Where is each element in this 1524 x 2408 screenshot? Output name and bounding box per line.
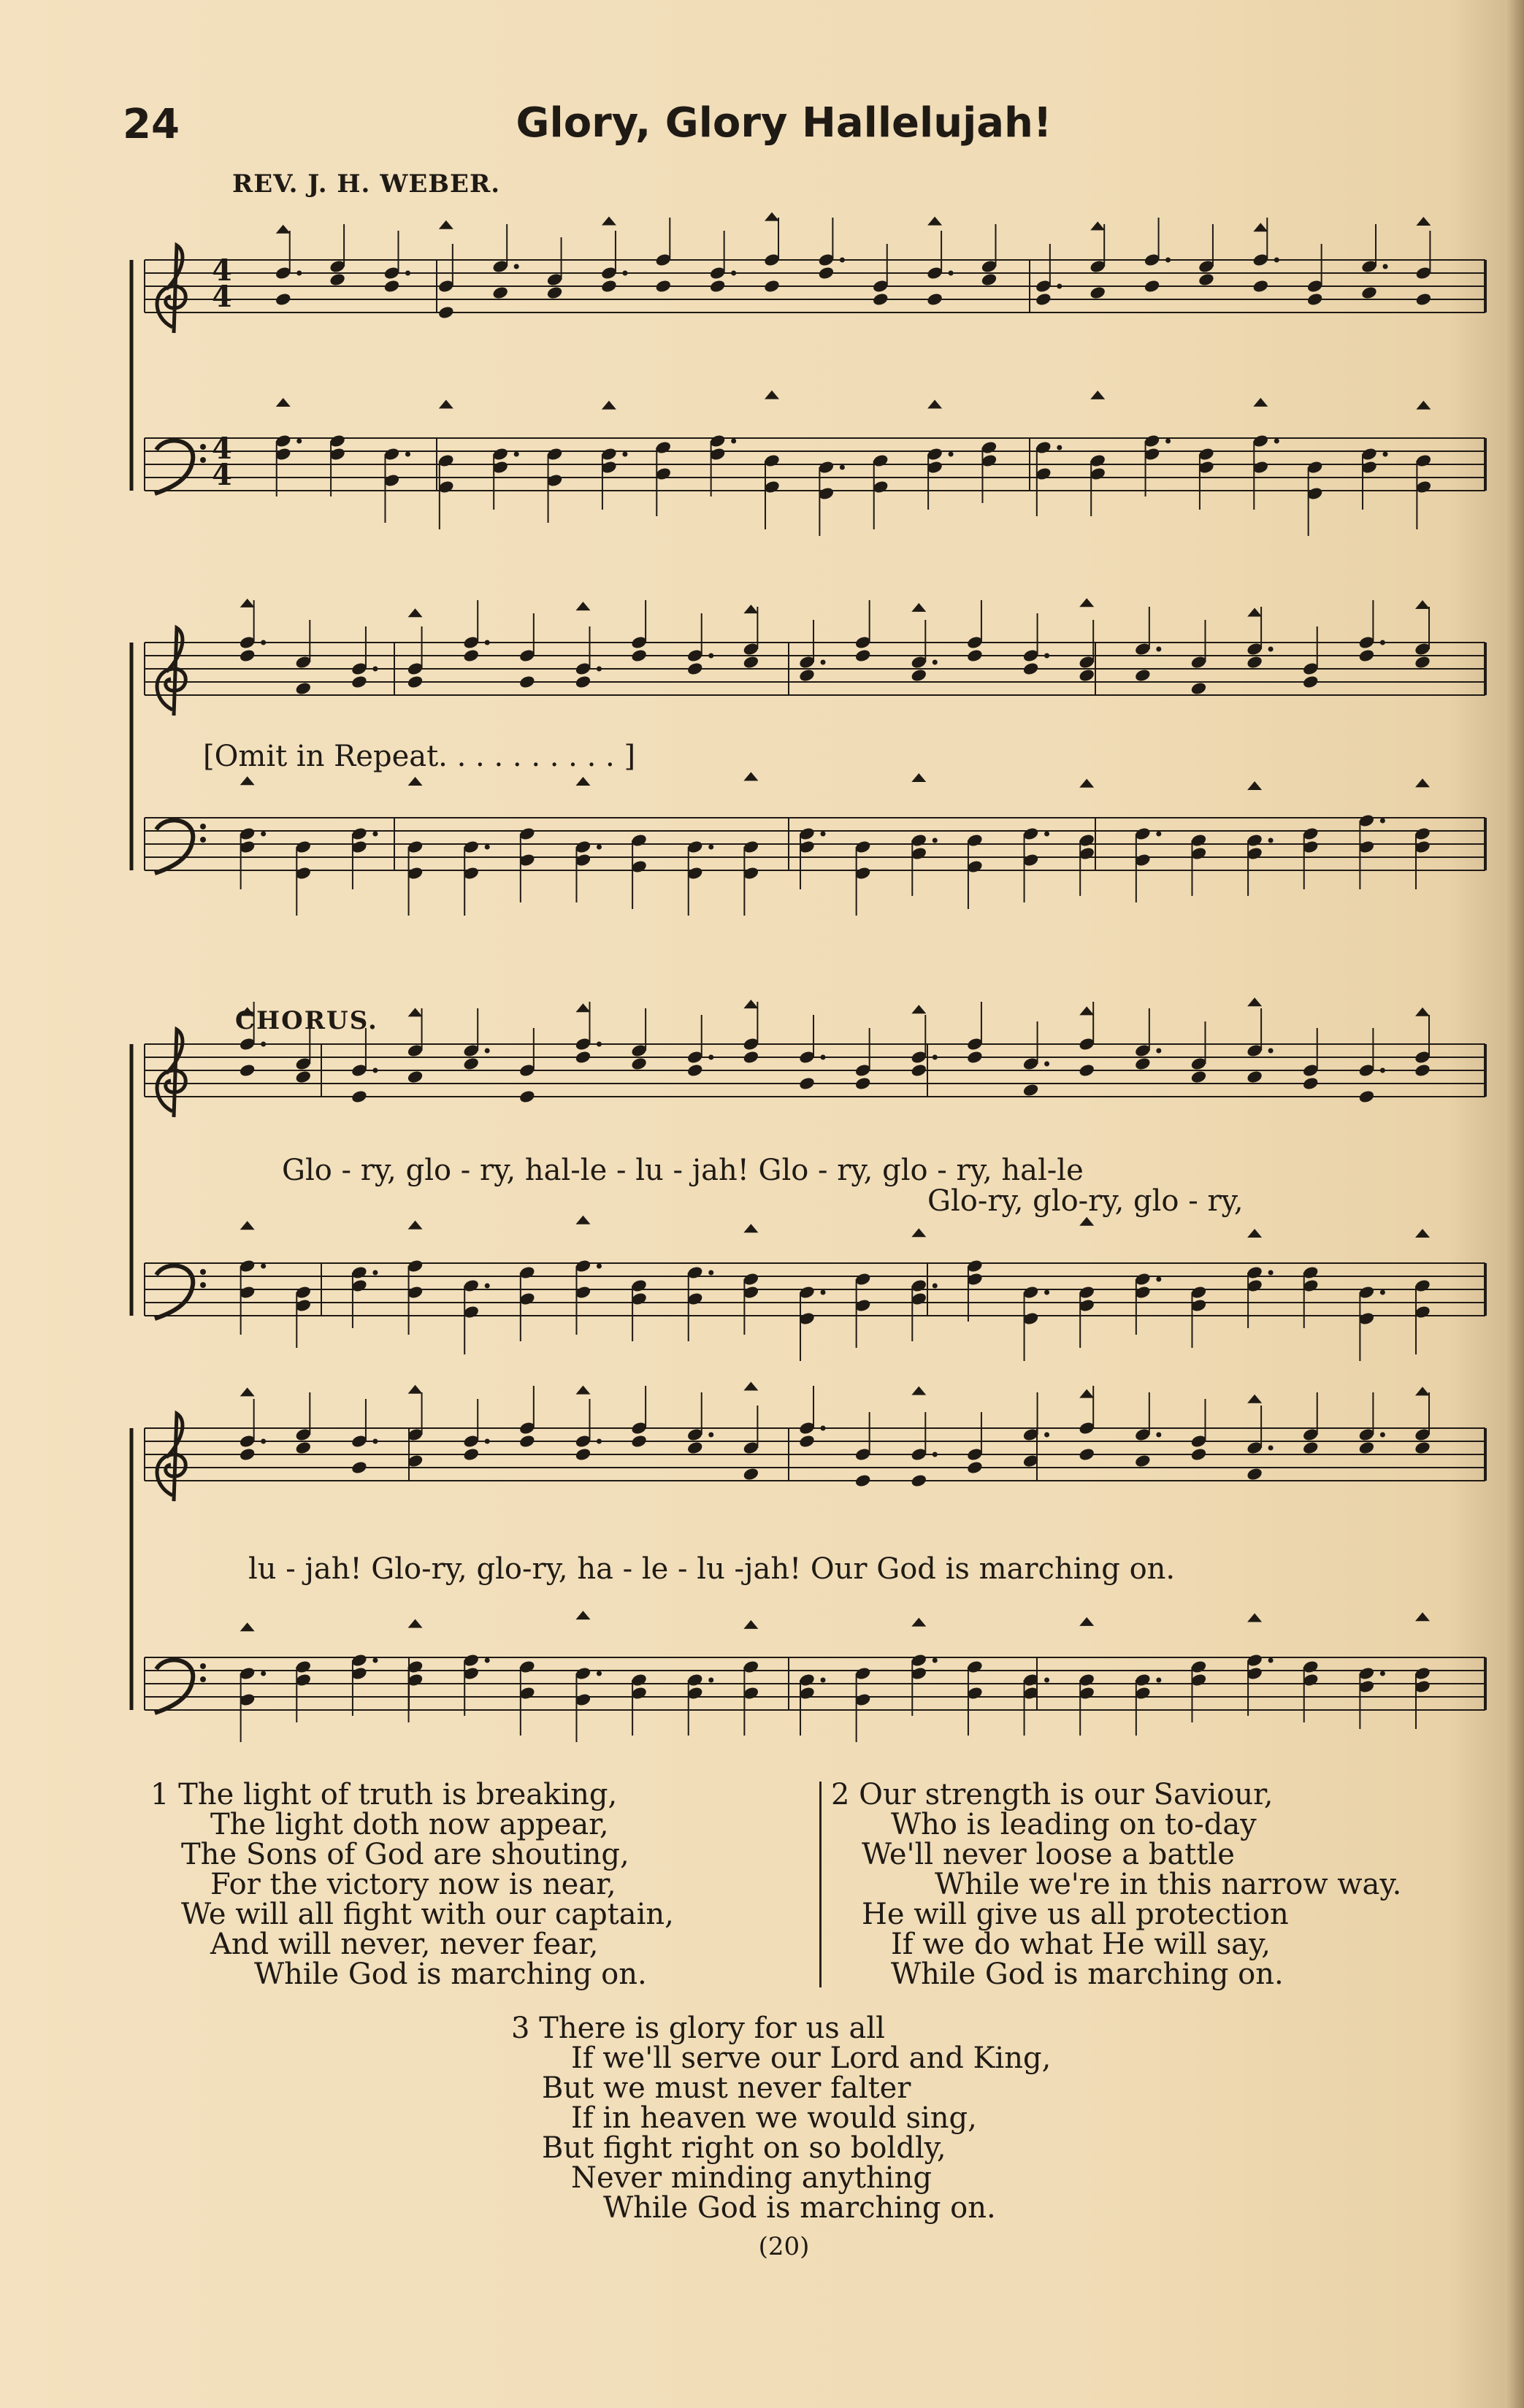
note-head [1360, 285, 1378, 300]
shape-note-head [927, 400, 942, 409]
verse-line: We'll never loose a battle [862, 1838, 1235, 1871]
shape-note-head [1090, 391, 1105, 399]
bass-clef-icon [155, 820, 193, 873]
verse-line: 3 There is glory for us all [511, 2012, 885, 2045]
note-head [1078, 668, 1095, 683]
note-head [239, 1063, 256, 1078]
note-head [1246, 655, 1263, 670]
note-dot [261, 1671, 266, 1676]
note-dot [1274, 439, 1279, 444]
note-head [1190, 1447, 1208, 1462]
verse-number: 2 [831, 1778, 850, 1811]
chorus-lyrics-line-1: Glo - ry, glo - ry, hal-le - lu - jah! Glo - ry, glo - ry, hal-le [282, 1154, 1084, 1187]
note-head [630, 1434, 648, 1449]
note-head [239, 648, 256, 663]
note-dot [1383, 452, 1388, 457]
page-footer-number: (20) [758, 2232, 810, 2261]
note-dot [1380, 1068, 1385, 1073]
note-dot [372, 1439, 378, 1444]
note-dot [1057, 284, 1062, 289]
shape-note-head [1079, 1006, 1094, 1015]
note-head [518, 675, 536, 689]
verse-line: While God is marching on. [603, 2191, 996, 2225]
note-dot [821, 660, 826, 665]
note-dot [1165, 439, 1171, 444]
shape-note-head [1090, 221, 1105, 230]
time-signature-digit: 4 [212, 253, 232, 288]
note-head [437, 305, 455, 320]
shape-note-head [1415, 1612, 1430, 1621]
shape-note-head [765, 391, 779, 399]
note-dot [708, 1055, 713, 1060]
note-dot [933, 660, 938, 665]
bass-clef-dot [200, 1282, 206, 1288]
shape-note-head [575, 1386, 590, 1395]
note-head [1190, 681, 1208, 696]
shape-note-head [1079, 779, 1094, 788]
note-dot [1268, 1048, 1274, 1054]
note-dot [372, 1068, 378, 1073]
note-dot [261, 1439, 266, 1444]
shape-note-head [1253, 398, 1268, 407]
shape-note-head [927, 217, 942, 226]
note-dot [708, 1270, 713, 1276]
verse-line: If in heaven we would sing, [571, 2101, 977, 2135]
verse-line: He will give us all protection [862, 1898, 1289, 1931]
note-head [1302, 1076, 1320, 1091]
shape-note-head [743, 1382, 758, 1391]
note-head [1358, 1089, 1375, 1104]
note-dot [1044, 1290, 1049, 1295]
note-dot [1044, 832, 1049, 837]
note-head [742, 655, 759, 670]
shape-note-head [240, 1387, 255, 1396]
note-head [742, 1050, 759, 1065]
note-head [1246, 1070, 1263, 1084]
note-dot [1044, 1678, 1049, 1683]
note-head [1134, 1454, 1152, 1468]
time-signature-digit: 4 [212, 432, 232, 466]
shape-note-head [276, 398, 291, 407]
verse-line: If we'll serve our Lord and King, [571, 2041, 1052, 2075]
verse-line: We will all fight with our captain, [181, 1898, 674, 1931]
note-head [239, 1447, 256, 1462]
note-head [575, 1447, 592, 1462]
note-head [854, 1076, 872, 1091]
note-dot [1156, 1433, 1161, 1438]
hymn-title: Glory, Glory Hallelujah! [516, 99, 1052, 147]
bass-clef-dot [200, 457, 206, 463]
note-dot [949, 452, 954, 457]
note-head [275, 292, 292, 307]
shape-note-head [911, 603, 926, 612]
note-dot [261, 1042, 266, 1047]
shape-note-head [1079, 598, 1094, 607]
note-head [518, 1089, 536, 1104]
note-head [383, 279, 401, 294]
shape-note-head [575, 602, 590, 610]
note-head [630, 648, 648, 663]
shape-note-head [911, 1005, 926, 1013]
bass-clef-dot [200, 824, 206, 829]
note-head [686, 662, 704, 676]
note-head [407, 1070, 424, 1084]
note-head [1134, 1057, 1152, 1071]
verse-line: The light doth now appear, [210, 1808, 609, 1841]
note-head [1078, 1447, 1095, 1462]
shape-note-head [276, 225, 291, 234]
note-dot [708, 1678, 713, 1683]
note-head [966, 648, 984, 663]
note-head [462, 648, 480, 663]
shape-note-head [743, 605, 758, 613]
shape-note-head [1079, 1617, 1094, 1626]
chorus-lyrics-line-2: lu - jah! Glo-ry, glo-ry, ha - le - lu -jah! Our God is marching on. [248, 1552, 1176, 1586]
verse-line: 1 The light of truth is breaking, [150, 1778, 618, 1811]
note-head [910, 1063, 927, 1078]
shape-note-head [408, 777, 423, 786]
shape-note-head [743, 1620, 758, 1629]
note-head [294, 1441, 312, 1455]
shape-note-head [1247, 781, 1262, 790]
shape-note-head [408, 1008, 423, 1016]
note-dot [1268, 838, 1274, 843]
note-head [798, 1076, 816, 1091]
note-head [817, 266, 835, 280]
note-head [546, 285, 564, 300]
note-dot [840, 258, 845, 263]
note-dot [821, 1055, 826, 1060]
note-dot [597, 1439, 602, 1444]
shape-note-head [439, 400, 453, 409]
shape-note-head [743, 1000, 758, 1008]
note-dot [821, 1426, 826, 1431]
shape-note-head [911, 1228, 926, 1237]
note-dot [1380, 1433, 1385, 1438]
note-dot [1156, 832, 1161, 837]
note-head [575, 1050, 592, 1065]
note-dot [261, 640, 266, 645]
note-head [798, 668, 816, 683]
note-head [1306, 292, 1324, 307]
note-head [798, 1434, 816, 1449]
verse-divider [819, 1782, 822, 1987]
note-dot [296, 271, 302, 276]
note-head [462, 1057, 480, 1071]
note-head [407, 675, 424, 689]
shape-note-head [1415, 1008, 1430, 1016]
page-number: 24 [123, 101, 180, 148]
note-dot [933, 1284, 938, 1289]
shape-note-head [408, 1385, 423, 1394]
shape-note-head [1247, 1614, 1262, 1622]
note-dot [1274, 258, 1279, 263]
omit-in-repeat-note: [Omit in Repeat. . . . . . . . . . ] [203, 740, 636, 773]
shape-note-head [1247, 1395, 1262, 1403]
verse-line: But we must never falter [542, 2071, 911, 2105]
verse-line: For the victory now is near, [210, 1868, 616, 1901]
shape-note-head [408, 608, 423, 617]
note-head [872, 292, 889, 307]
note-head [1198, 272, 1215, 287]
verse-2 [831, 1780, 1401, 1990]
note-head [294, 681, 312, 696]
note-dot [485, 1658, 490, 1663]
note-head [1252, 279, 1269, 294]
treble-clef-icon [157, 628, 185, 716]
shape-note-head [1253, 223, 1268, 231]
shape-note-head [911, 773, 926, 782]
note-dot [1380, 818, 1385, 824]
verse-line: Who is leading on to-day [891, 1808, 1257, 1841]
shape-note-head [1416, 217, 1431, 226]
note-dot [708, 845, 713, 850]
bass-clef-dot [200, 1663, 206, 1669]
shape-note-head [1079, 1217, 1094, 1226]
shape-note-head [408, 1619, 423, 1627]
note-head [910, 668, 927, 683]
note-dot [372, 1658, 378, 1663]
note-dot [372, 832, 378, 837]
note-dot [597, 1264, 602, 1269]
note-dot [372, 1270, 378, 1276]
shape-note-head [240, 1221, 255, 1230]
note-dot [949, 271, 954, 276]
note-dot [840, 465, 845, 470]
note-head [294, 1070, 312, 1084]
note-head [1414, 292, 1432, 307]
note-dot [933, 1452, 938, 1457]
note-head [1022, 662, 1040, 676]
note-head [742, 1467, 759, 1481]
note-dot [597, 1671, 602, 1676]
shape-note-head [1415, 778, 1430, 787]
treble-clef-icon [157, 1029, 185, 1117]
note-head [491, 285, 509, 300]
note-dot [731, 439, 736, 444]
shape-note-head [408, 1221, 423, 1230]
note-head [600, 279, 618, 294]
shape-note-head [765, 212, 779, 221]
note-dot [1268, 1446, 1274, 1451]
note-dot [261, 1264, 266, 1269]
note-head [1414, 1063, 1431, 1078]
shape-note-head [1415, 1229, 1430, 1238]
note-head [1078, 1063, 1095, 1078]
note-dot [731, 271, 736, 276]
note-head [981, 272, 998, 287]
bass-clef-icon [155, 440, 193, 494]
bass-clef-dot [200, 444, 206, 450]
shape-note-head [602, 401, 616, 410]
note-head [910, 1473, 927, 1488]
shape-note-head [1079, 1389, 1094, 1398]
verse-line: While we're in this narrow way. [935, 1868, 1402, 1901]
shape-note-head [240, 599, 255, 607]
note-dot [1057, 445, 1062, 450]
shape-note-head [1247, 997, 1262, 1006]
note-head [518, 1434, 536, 1449]
note-head [462, 1447, 480, 1462]
note-head [686, 1441, 704, 1455]
verse-line: But fight right on so boldly, [542, 2131, 946, 2165]
note-dot [296, 439, 302, 444]
bass-clef-icon [155, 1660, 193, 1713]
verse-1 [150, 1780, 674, 1990]
note-head [575, 675, 592, 689]
note-dot [597, 1042, 602, 1047]
verse-line: While God is marching on. [254, 1958, 647, 1991]
shape-note-head [1247, 1229, 1262, 1238]
shape-note-head [1247, 607, 1262, 616]
verse-line: 2 Our strength is our Saviour, [831, 1778, 1274, 1811]
note-head [854, 648, 872, 663]
bass-clef-dot [200, 837, 206, 843]
note-dot [821, 832, 826, 837]
note-dot [622, 452, 627, 457]
composer-credit: REV. J. H. WEBER. [232, 169, 501, 199]
treble-clef-icon [157, 1414, 185, 1501]
note-dot [485, 640, 490, 645]
note-head [966, 1050, 984, 1065]
bass-clef-dot [200, 1676, 206, 1682]
note-dot [1380, 640, 1385, 645]
note-head [1302, 675, 1320, 689]
note-head [1302, 1441, 1320, 1455]
note-head [1144, 279, 1161, 294]
shape-note-head [439, 221, 453, 229]
verse-line: Never minding anything [571, 2161, 932, 2195]
shape-note-head [575, 1611, 590, 1619]
note-dot [708, 653, 713, 659]
shape-note-head [1416, 401, 1431, 410]
shape-note-head [1415, 1387, 1430, 1395]
note-dot [1044, 1433, 1049, 1438]
verse-number: 1 [150, 1778, 169, 1811]
verse-line: While God is marching on. [891, 1958, 1284, 1991]
note-dot [708, 1433, 713, 1438]
note-head [1414, 1441, 1431, 1455]
note-head [763, 279, 781, 294]
shape-note-head [743, 1224, 758, 1232]
note-dot [1156, 1678, 1161, 1683]
shape-note-head [240, 1622, 255, 1631]
note-dot [485, 1284, 490, 1289]
note-dot [1156, 647, 1161, 652]
note-dot [372, 667, 378, 672]
shape-note-head [575, 1216, 590, 1224]
note-dot [514, 452, 519, 457]
note-head [351, 675, 368, 689]
note-head [630, 1057, 648, 1071]
note-head [329, 272, 346, 287]
note-head [854, 1473, 872, 1488]
verse-line: The Sons of God are shouting, [181, 1838, 629, 1871]
note-dot [1268, 647, 1274, 652]
note-dot [261, 832, 266, 837]
note-head [1190, 1070, 1208, 1084]
time-signature-digit: 4 [212, 280, 232, 314]
note-dot [933, 1055, 938, 1060]
note-head [1134, 668, 1152, 683]
note-dot [1156, 1048, 1161, 1054]
note-head [351, 1089, 368, 1104]
note-head [1414, 655, 1431, 670]
shape-note-head [1415, 600, 1430, 609]
note-dot [821, 1290, 826, 1295]
note-head [1035, 292, 1052, 307]
note-dot [597, 667, 602, 672]
note-dot [1044, 1062, 1049, 1067]
note-head [709, 279, 727, 294]
time-signature-digit: 4 [212, 458, 232, 492]
note-dot [405, 452, 410, 457]
note-dot [514, 264, 519, 269]
note-head [1358, 648, 1375, 663]
verse-line: If we do what He will say, [891, 1928, 1271, 1961]
verse-number: 3 [511, 2012, 530, 2045]
chorus-lyrics-line-1-alt: Glo-ry, glo-ry, glo - ry, [927, 1184, 1244, 1218]
note-dot [1380, 1290, 1385, 1295]
note-head [351, 1460, 368, 1475]
note-dot [1165, 258, 1171, 263]
note-dot [597, 845, 602, 850]
note-dot [622, 271, 627, 276]
note-dot [485, 1439, 490, 1444]
note-head [1089, 285, 1106, 300]
note-dot [1268, 1270, 1274, 1276]
bass-clef-icon [155, 1265, 193, 1319]
note-head [1022, 1083, 1040, 1097]
note-head [1358, 1441, 1375, 1455]
verse-line: And will never, never fear, [210, 1928, 599, 1961]
note-head [686, 1063, 704, 1078]
note-dot [1268, 1658, 1274, 1663]
note-dot [933, 838, 938, 843]
note-dot [485, 1048, 490, 1054]
shape-note-head [911, 1387, 926, 1395]
note-head [654, 279, 672, 294]
note-dot [1383, 264, 1388, 269]
shape-note-head [575, 1003, 590, 1012]
shape-note-head [575, 777, 590, 786]
shape-note-head [240, 776, 255, 785]
note-dot [1044, 653, 1049, 659]
note-dot [485, 845, 490, 850]
note-head [1246, 1467, 1263, 1481]
note-head [966, 1460, 984, 1475]
note-dot [821, 1678, 826, 1683]
note-head [926, 292, 943, 307]
note-dot [405, 271, 410, 276]
note-dot [933, 1658, 938, 1663]
note-dot [1156, 1277, 1161, 1282]
verse-3 [511, 2014, 1051, 2223]
chorus-label: CHORUS. [235, 1006, 378, 1035]
shape-note-head [602, 217, 616, 226]
note-dot [1380, 1671, 1385, 1676]
bass-clef-dot [200, 1269, 206, 1275]
shape-note-head [911, 1618, 926, 1627]
treble-clef-icon [157, 245, 185, 333]
shape-note-head [743, 772, 758, 781]
